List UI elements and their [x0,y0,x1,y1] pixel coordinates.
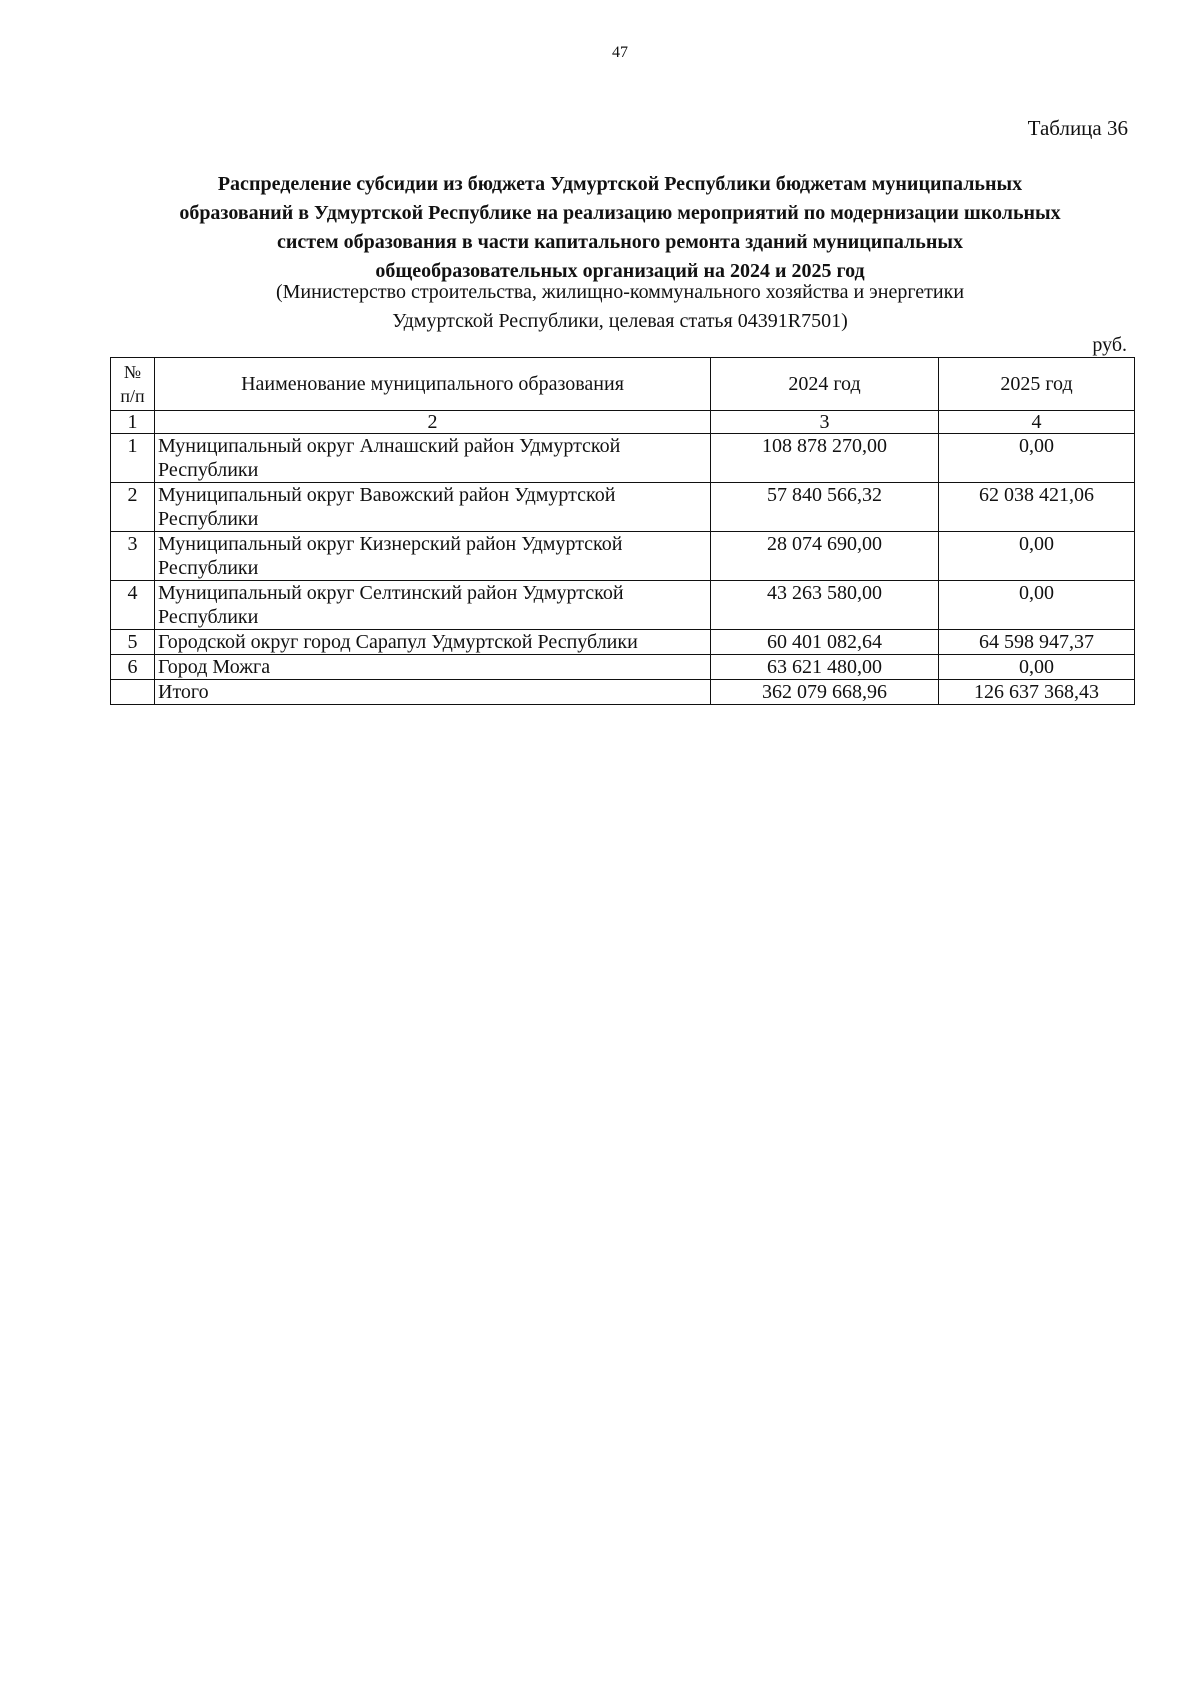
row-2024: 43 263 580,00 [711,581,939,630]
total-2024: 362 079 668,96 [711,680,939,705]
row-name: Муниципальный округ Кизнерский район Удмуртской Республики [155,532,711,581]
row-2025: 62 038 421,06 [939,483,1135,532]
table-row [111,655,1135,680]
header-2025: 2025 год [939,358,1135,411]
row-num: 3 [111,532,155,581]
unit-label: руб. [1092,334,1127,356]
row-name: Муниципальный округ Алнашский район Удмуртской Республики [155,434,711,483]
row-num: 4 [111,581,155,630]
table-label: Таблица 36 [1027,116,1128,140]
row-2025: 0,00 [939,532,1135,581]
row-name: Город Можга [155,655,711,680]
title-line: Распределение субсидии из бюджета Удмуртской Республики бюджетам муниципальных [217,173,1023,195]
subtitle-line: Удмуртской Республики, целевая статья 04391R7501) [392,310,848,332]
table-header-row [111,358,1135,411]
row-2025: 0,00 [939,655,1135,680]
row-2025: 0,00 [939,434,1135,483]
table-row [111,581,1135,630]
document-subtitle [100,278,1140,336]
title-line: общеобразовательных организаций на 2024 и 2025 год [375,260,865,282]
row-name: Муниципальный округ Селтинский район Удмуртской Республики [155,581,711,630]
table-row [111,532,1135,581]
row-2024: 60 401 082,64 [711,630,939,655]
row-name: Муниципальный округ Вавожский район Удмуртской Республики [155,483,711,532]
document-title [100,170,1140,286]
total-2025: 126 637 368,43 [939,680,1135,705]
column-index-row [111,411,1135,434]
row-2024: 28 074 690,00 [711,532,939,581]
column-index: 3 [711,411,939,434]
row-2024: 108 878 270,00 [711,434,939,483]
total-label: Итого [155,680,711,705]
column-index: 4 [939,411,1135,434]
title-line: образований в Удмуртской Республике на реализацию мероприятий по модернизации школьных [179,202,1061,224]
total-row [111,680,1135,705]
header-num-line2: п/п [120,386,145,406]
row-name: Городской округ город Сарапул Удмуртской Республики [155,630,711,655]
header-num-line1: № [123,362,142,382]
table-row [111,434,1135,483]
row-num: 2 [111,483,155,532]
column-index: 1 [111,411,155,434]
header-name: Наименование муниципального образования [155,358,711,411]
total-num [111,680,155,705]
row-2024: 57 840 566,32 [711,483,939,532]
row-num: 5 [111,630,155,655]
row-num: 6 [111,655,155,680]
table-row [111,483,1135,532]
page-number: 47 [612,44,628,61]
column-index: 2 [155,411,711,434]
row-num: 1 [111,434,155,483]
table-row [111,630,1135,655]
title-line: систем образования в части капитального ремонта зданий муниципальных [277,231,963,253]
row-2025: 0,00 [939,581,1135,630]
header-num [111,358,155,411]
row-2025: 64 598 947,37 [939,630,1135,655]
header-2024: 2024 год [711,358,939,411]
row-2024: 63 621 480,00 [711,655,939,680]
subtitle-line: (Министерство строительства, жилищно-коммунального хозяйства и энергетики [275,281,965,303]
subsidy-table [110,357,1135,705]
